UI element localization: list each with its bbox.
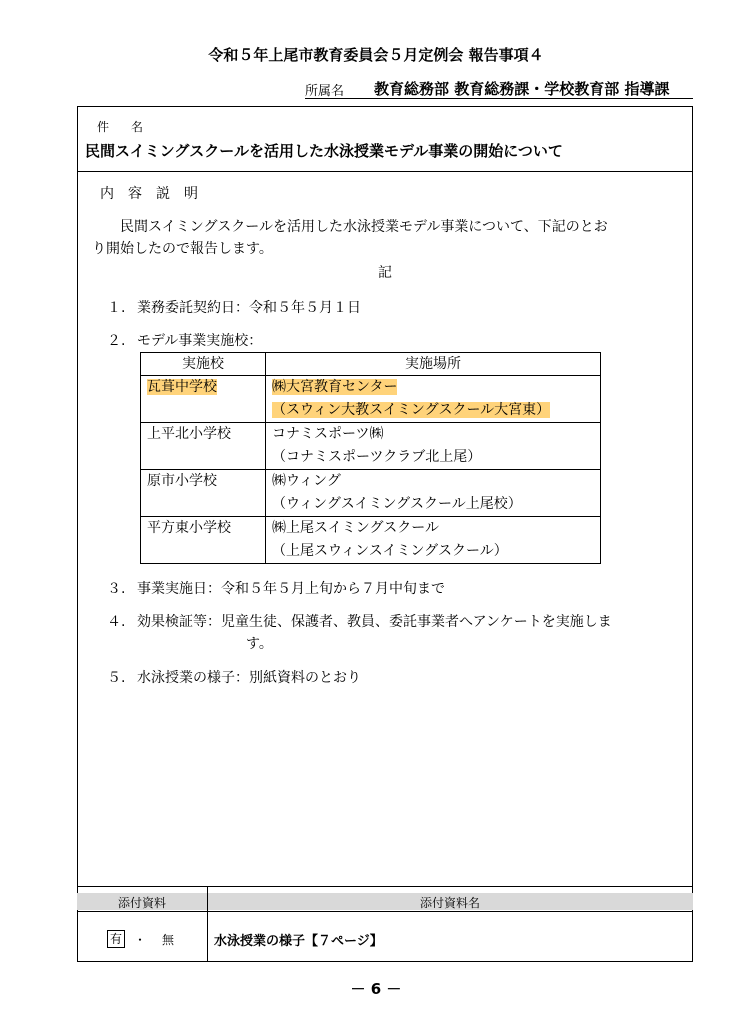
- attachment-separator: ・: [134, 933, 147, 947]
- attachment-no: 無: [162, 933, 175, 947]
- document-title: 令和５年上尾市教育委員会５月定例会 報告事項４: [208, 46, 544, 64]
- item-2: [107, 330, 262, 352]
- place-cell: [266, 423, 601, 470]
- item-2-text: モデル事業実施校：: [137, 333, 263, 349]
- table-row: [141, 376, 601, 423]
- department-underline: [305, 98, 693, 99]
- item-4-number: ４.: [107, 614, 126, 630]
- table-row: [141, 470, 601, 517]
- place-subname: （ウィングスイミングスクール上尾校）: [272, 496, 522, 512]
- table-header-place: 実施場所: [266, 353, 601, 376]
- table-row: [141, 423, 601, 470]
- place-subname: （コナミスポーツクラブ北上尾）: [272, 449, 482, 465]
- school-cell: 原市小学校: [141, 470, 266, 517]
- subject-label: 件名: [97, 120, 166, 134]
- ki-heading: 記: [378, 265, 392, 281]
- department-name: 教育総務部 教育総務課・学校教育部 指導課: [374, 80, 670, 98]
- subject-text: 民間スイミングスクールを活用した水泳授業モデル事業の開始について: [85, 142, 563, 160]
- place-name-highlighted: ㈱大宮教育センター: [272, 379, 398, 395]
- intro-line-2: り開始したので報告します。: [92, 241, 273, 257]
- place-subname: （上尾スウィンスイミングスクール）: [272, 543, 508, 559]
- place-name: ㈱ウィング: [272, 473, 341, 489]
- table-header-row: [141, 353, 601, 376]
- place-name: ㈱上尾スイミングスクール: [272, 520, 440, 536]
- item-3: [107, 578, 445, 600]
- divider-content-bottom: [78, 886, 692, 887]
- divider-subject: [78, 171, 692, 172]
- school-name-highlighted: 瓦葺中学校: [147, 379, 217, 395]
- item-1-number: １.: [107, 300, 126, 316]
- item-5-number: ５.: [107, 670, 126, 686]
- divider-attachment-header: [78, 911, 692, 912]
- place-name: コナミスポーツ㈱: [272, 426, 384, 442]
- page-number: － 6 －: [350, 980, 402, 998]
- place-cell: [266, 470, 601, 517]
- place-cell: [266, 376, 601, 423]
- place-subname-highlighted: （スウィン大教スイミングスクール大宮東）: [272, 402, 551, 418]
- item-4-text: 効果検証等：児童生徒、保護者、教員、委託事業者へアンケートを実施しま: [137, 614, 612, 630]
- content-label: 内容説明: [100, 186, 212, 202]
- place-cell: [266, 517, 601, 564]
- department-label: 所属名: [305, 84, 345, 99]
- item-4: [107, 611, 612, 633]
- table-header-school: 実施校: [141, 353, 266, 376]
- item-3-text: 事業実施日：令和５年５月上旬から７月中旬まで: [137, 581, 445, 597]
- attachment-header-label: 添付資料: [117, 896, 166, 910]
- item-3-number: ３.: [107, 581, 126, 597]
- intro-line-1: 民間スイミングスクールを活用した水泳授業モデル事業について、下記のとお: [120, 219, 608, 235]
- school-cell: 上平北小学校: [141, 423, 266, 470]
- item-1: [107, 297, 361, 319]
- item-1-text: 業務委託契約日：令和５年５月１日: [137, 300, 361, 316]
- schools-table: [140, 352, 601, 564]
- attachment-name-header: 添付資料名: [419, 896, 480, 910]
- table-row: [141, 517, 601, 564]
- school-cell: 平方東小学校: [141, 517, 266, 564]
- item-5: [107, 667, 361, 689]
- attachment-yes-boxed: 有: [107, 930, 125, 948]
- school-cell: [141, 376, 266, 423]
- item-2-number: ２.: [107, 333, 126, 349]
- item-4-continuation: す。: [246, 636, 273, 652]
- item-5-text: 水泳授業の様子：別紙資料のとおり: [137, 670, 361, 686]
- attachment-name: 水泳授業の様子【７ページ】: [214, 934, 383, 949]
